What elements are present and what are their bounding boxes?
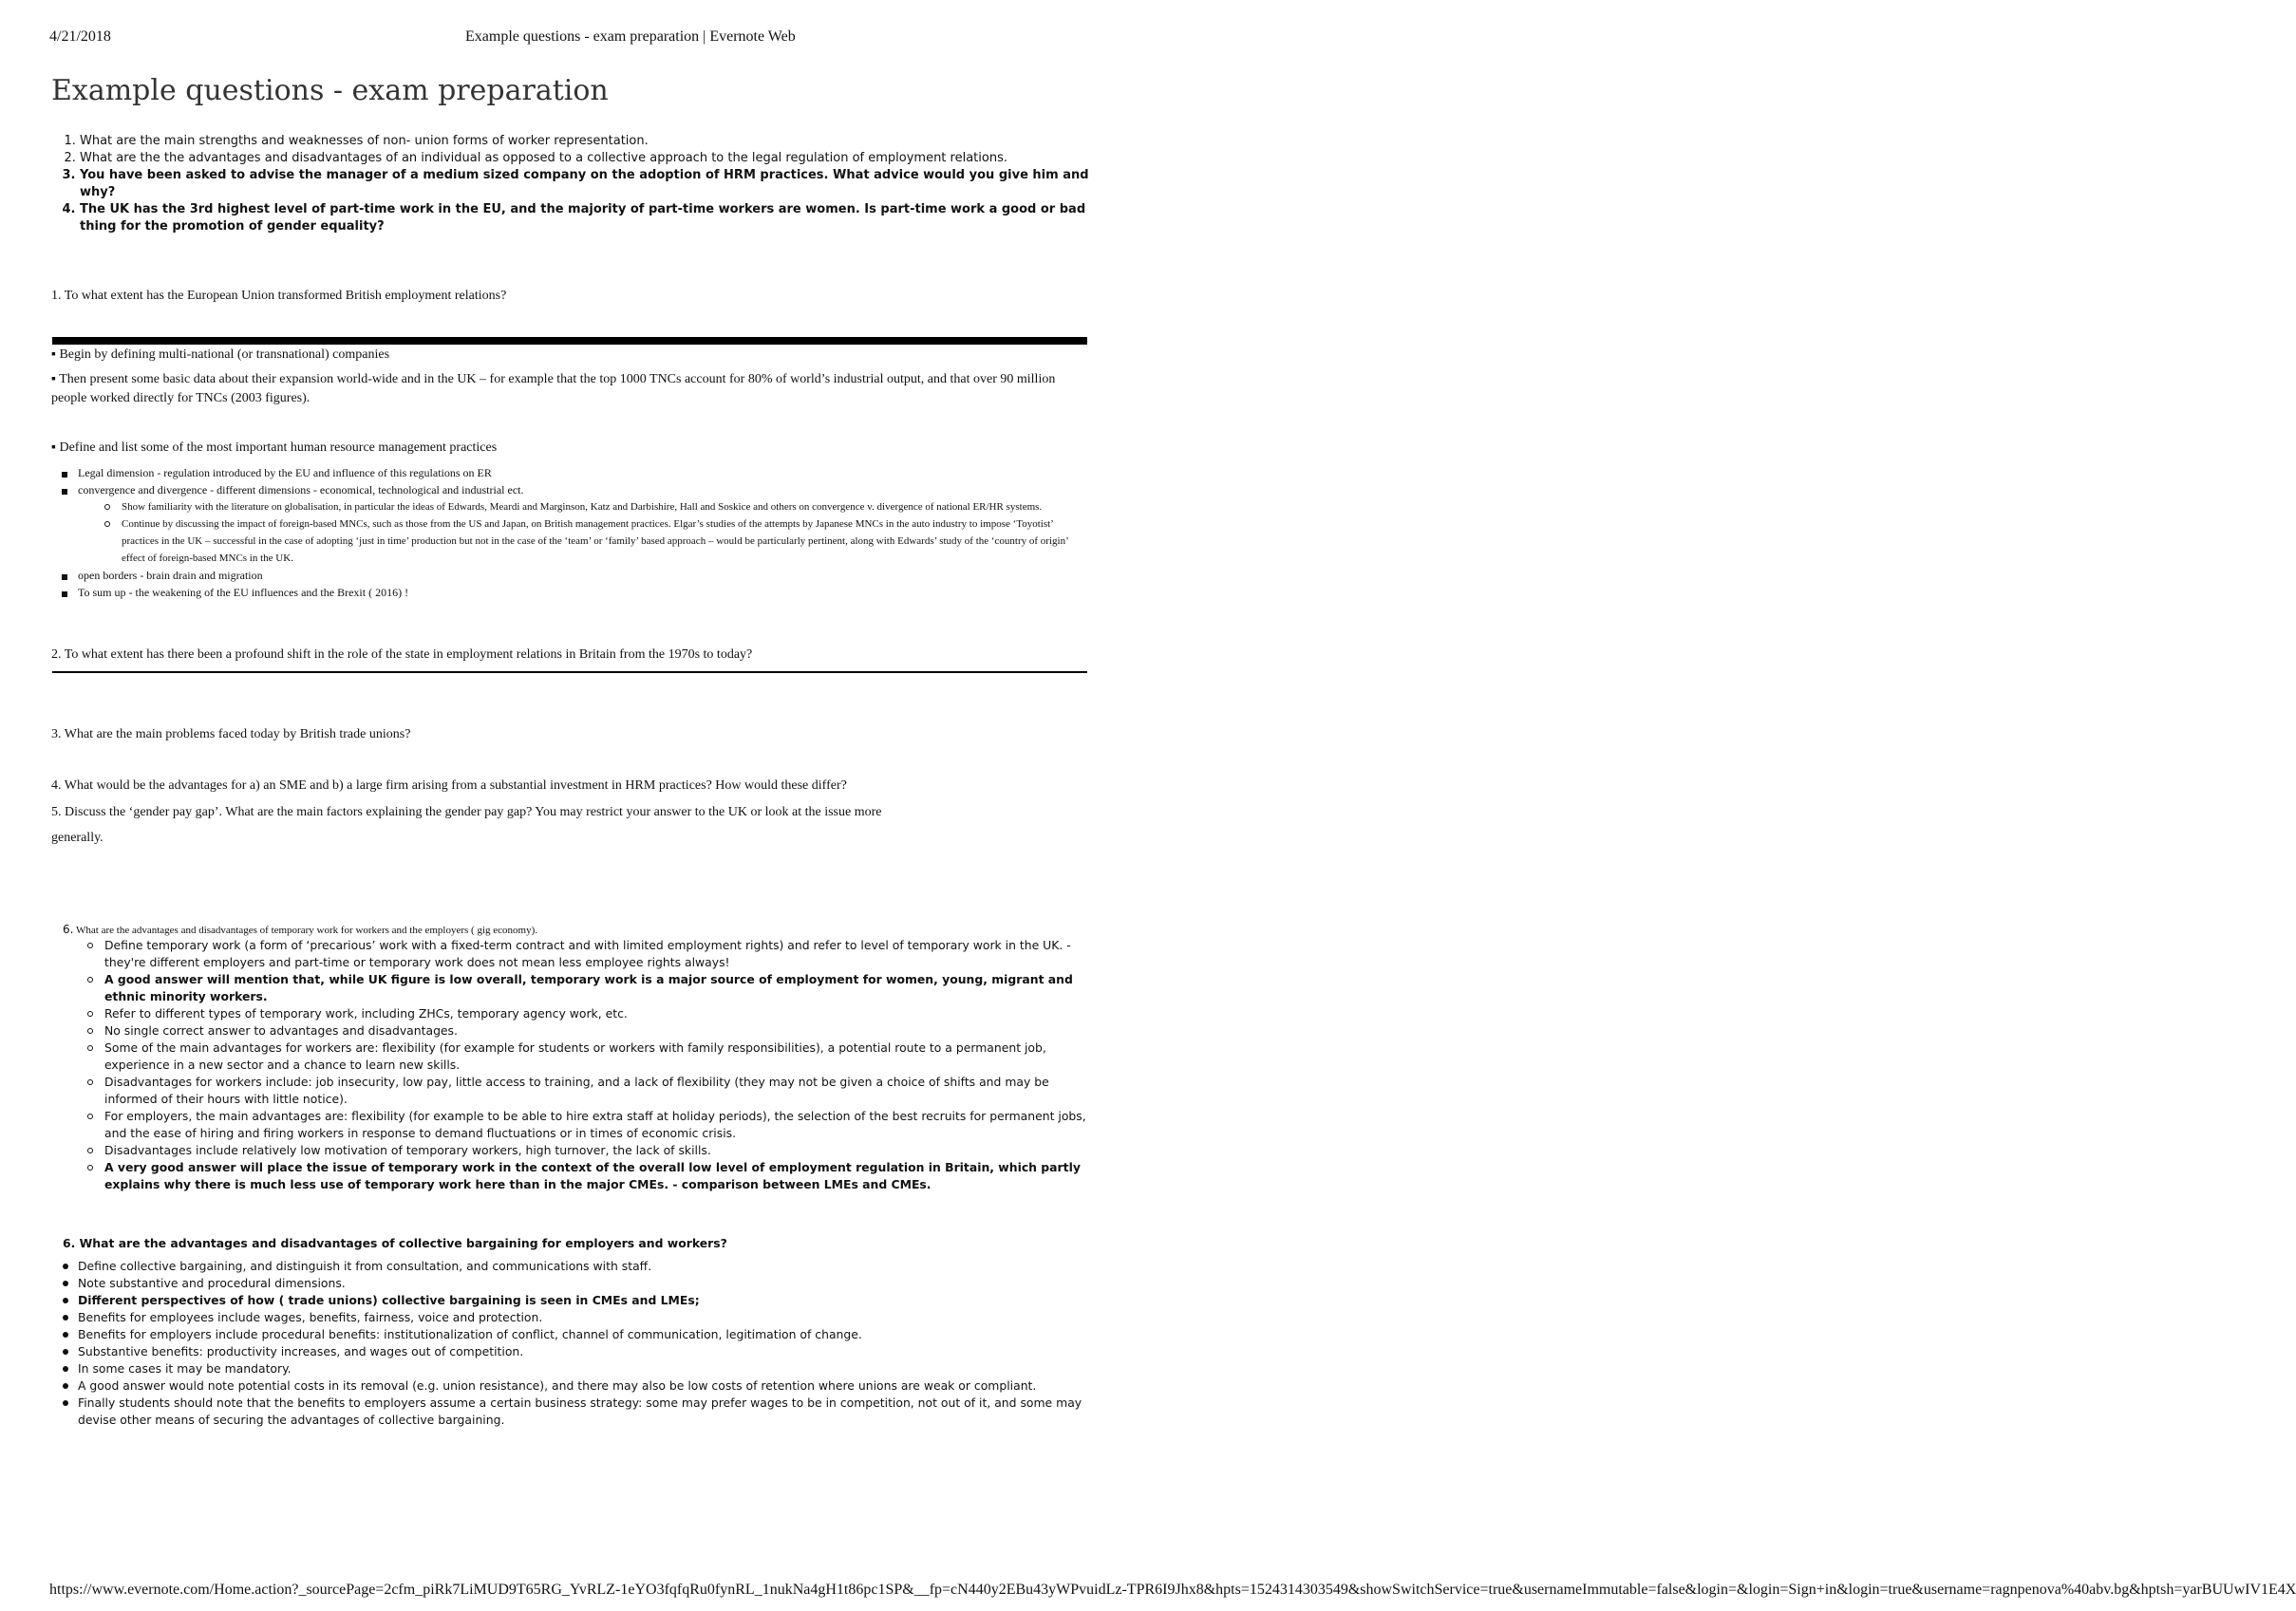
list-item: A good answer will mention that, while UK figure is low overall, temporary work is a major source of employment for women, young, migrant and ethnic minority workers. [95,971,1092,1005]
print-footer-url: https://www.evernote.com/Home.action?_sourcePage=2cfm_piRk7LiMUD9T65RG_YvRLZ-1eYO3fqfqRu0fynRL_1nukNa4gH1t86pc1SP&__fp=cN440y2EBu43yWPvuidLz-TPR6I9Jhx8&hpts=1524314303549&showSwitchService=true&usernameImmutable=false&login=&login=Sign+in&login=true&username=ragnpenova%40abv.bg&hptsh=yarBUUwIV1E4X [49,1582,2296,1598]
sub-list [78,498,1087,567]
sub-list-item: Continue by discussing the impact of foreign-based MNCs, such as those from the US and Japan, on British management practices. Elgar’s studies of the attempts by Japanese MNCs in the auto industry to impose ‘Toyotist’ practices in the UK – successful in the case of adopting ‘just in time’ production but not in the case of the ‘team’ or ‘family’ based approach – would be particularly pertinent, along with Edwards’ study of the ‘country of origin’ effect of foreign-based MNCs in the UK. [78,515,1087,567]
thin-divider [52,671,1087,673]
note-title: Example questions - exam preparation [51,74,609,107]
list-item: In some cases it may be mandatory. [63,1360,1088,1377]
list-item: Refer to different types of temporary work, including ZHCs, temporary agency work, etc. [95,1005,1092,1022]
intro-question: 3. You have been asked to advise the manager of a medium sized company on the adoption of HRM practices. What advice would you give him and why? [80,167,1115,201]
question-number: 6. [63,923,74,936]
question-5: 5. Discuss the ‘gender pay gap’. What are the main factors explaining the gender pay gap? You may restrict your answer to the UK or look at the issue more [51,805,882,819]
list-item: No single correct answer to advantages and disadvantages. [95,1022,1092,1040]
question-4: 4. What would be the advantages for a) an SME and b) a large firm arising from a substantial investment in HRM practices? How would these differ? [51,778,847,793]
question-2: 2. To what extent has there been a profound shift in the role of the state in employment relations in Britain from the 1970s to today? [51,647,753,662]
note-line [51,346,389,365]
print-date: 4/21/2018 [49,28,111,45]
square-bullet-icon: ▪ [51,347,60,362]
list-item: To sum up - the weakening of the EU influences and the Brexit ( 2016) ! [57,584,1087,601]
list-item-text: convergence and divergence - different dimensions - economical, technological and industrial ect. [78,483,524,496]
list-item: Some of the main advantages for workers are: flexibility (for example for students or workers with family responsibilities), a potential route to a permanent job, experience in a new sector and a chance to learn new skills. [95,1040,1092,1074]
list-item: Finally students should note that the benefits to employers assume a certain business strategy: some may prefer wages to be in competition, not out of it, and some may devise other means of securing the advantages of collective bargaining. [63,1395,1088,1429]
print-header-title: Example questions - exam preparation | Evernote Web [465,28,796,45]
list-item: Define temporary work (a form of ‘precarious’ work with a fixed-term contract and with limited employment rights) and refer to level of temporary work in the UK. - they're different employers and part-time or temporary work does not mean less employee rights always! [95,937,1092,971]
list-item: A very good answer will place the issue of temporary work in the context of the overall low level of employment regulation in Britain, which partly explains why there is much less use of temporary work here than in the major CMEs. - comparison between LMEs and CMEs. [95,1159,1092,1193]
list-item: A good answer would note potential costs in its removal (e.g. union resistance), and there may also be low costs of retention where unions are weak or compliant. [63,1377,1088,1395]
question-1: 1. To what extent has the European Union transformed British employment relations? [51,289,507,303]
note-line [51,439,497,458]
square-bullet-icon: ▪ [51,440,60,455]
list-item: open borders - brain drain and migration [57,567,1087,584]
q6b-notes-list [63,1258,1088,1429]
q1-note: Define and list some of the most important human resource management practices [59,440,498,455]
intro-question: 2. What are the the advantages and disadvantages of an individual as opposed to a collective approach to the legal regulation of employment relations. [80,150,1115,167]
list-item: Note substantive and procedural dimensions. [63,1275,1088,1292]
sub-list-item: Show familiarity with the literature on globalisation, in particular the ideas of Edwards, Meardi and Marginson, Katz and Darbishire, Hall and Soskice and others on convergence v. divergence of national ER/HR systems. [78,498,1087,515]
list-item: Benefits for employees include wages, benefits, fairness, voice and protection. [63,1309,1088,1326]
q6-notes-list [95,937,1092,1193]
list-item: Disadvantages for workers include: job insecurity, low pay, little access to training, and a lack of flexibility (they may not be given a choice of shifts and may be informed of their hours with little notice). [95,1074,1092,1108]
list-item: Define collective bargaining, and distinguish it from consultation, and communications with staff. [63,1258,1088,1275]
q1-note: Then present some basic data about their expansion world-wide and in the UK – for example that the top 1000 TNCs account for 80% of world’s industrial output, and that over 90 million people worked directly for TNCs (2003 figures). [51,372,1056,405]
list-item: Different perspectives of how ( trade unions) collective bargaining is seen in CMEs and LMEs; [63,1292,1088,1309]
q1-note: Begin by defining multi-national (or transnational) companies [59,347,390,362]
intro-question: 1. What are the main strengths and weaknesses of non- union forms of worker representation. [80,133,1115,150]
question-3: 3. What are the main problems faced today by British trade unions? [51,727,411,741]
square-bullet-icon: ▪ [51,372,60,386]
question-5-continued: generally. [51,831,104,845]
list-item [57,481,1087,567]
list-item: Substantive benefits: productivity increases, and wages out of competition. [63,1343,1088,1360]
note-line [51,370,1086,408]
intro-question-list [51,133,1115,235]
list-item: Legal dimension - regulation introduced by the EU and influence of this regulations on ER [57,464,1087,481]
question-text: What are the advantages and disadvantages of temporary work for workers and the employers ( gig economy). [76,925,537,936]
q1-points-list [57,464,1087,601]
list-item: Disadvantages include relatively low motivation of temporary workers, high turnover, the lack of skills. [95,1142,1092,1159]
intro-question: 4. The UK has the 3rd highest level of part-time work in the EU, and the majority of part-time workers are women. Is part-time work a good or bad thing for the promotion of gender equality? [80,201,1115,235]
thick-divider [52,337,1087,345]
list-item: For employers, the main advantages are: flexibility (for example to be able to hire extra staff at holiday periods), the selection of the best recruits for permanent jobs, and the ease of hiring and firing workers in response to demand fluctuations or in times of economic crisis. [95,1108,1092,1142]
list-item: Benefits for employers include procedural benefits: institutionalization of conflict, channel of communication, legitimation of change. [63,1326,1088,1343]
question-6-collective: 6. What are the advantages and disadvantages of collective bargaining for employers and workers? [63,1236,727,1250]
